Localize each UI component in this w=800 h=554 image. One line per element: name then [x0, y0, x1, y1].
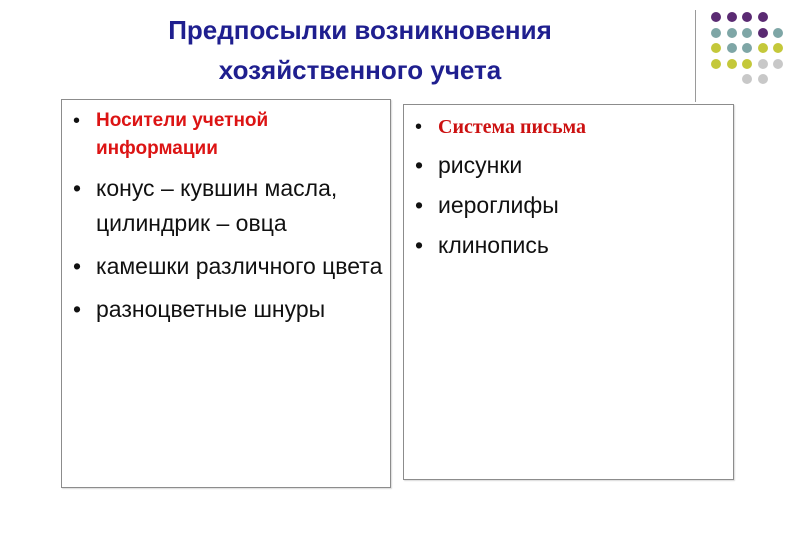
- right-list-item: [404, 189, 733, 222]
- decorative-dot: [742, 28, 752, 38]
- left-bullet-list: [62, 100, 390, 327]
- decorative-dot: [773, 59, 783, 69]
- decorative-dot: [773, 28, 783, 38]
- right-bullet-list: [404, 105, 733, 262]
- right-item-text: рисунки: [438, 152, 523, 178]
- slide-title-line-1: Предпосылки возникновения: [168, 15, 552, 45]
- bullet-icon: •: [73, 253, 82, 279]
- right-content-box: [403, 104, 734, 480]
- right-list-item: [404, 149, 733, 182]
- decorative-dot: [758, 59, 768, 69]
- right-item-text: клинопись: [438, 232, 549, 258]
- decorative-dot: [727, 28, 737, 38]
- left-item-text: камешки различного цвета: [96, 253, 383, 279]
- bullet-icon: •: [415, 192, 424, 218]
- decorative-dot: [711, 28, 721, 38]
- left-list-heading: [62, 107, 390, 163]
- decorative-dot: [742, 12, 752, 22]
- left-content-box: [61, 99, 391, 488]
- decorative-dot: [758, 43, 768, 53]
- bullet-icon: •: [73, 110, 81, 132]
- decorative-dot: [742, 59, 752, 69]
- decorative-dot: [758, 74, 768, 84]
- right-heading-text: Система письма: [438, 116, 587, 138]
- decorative-dot: [727, 12, 737, 22]
- left-list-item: [62, 292, 390, 327]
- left-item-text: конус – кувшин масла, цилиндрик – овца: [96, 175, 338, 236]
- decorative-dot: [727, 43, 737, 53]
- bullet-icon: •: [415, 116, 423, 138]
- left-list-item: [62, 171, 390, 241]
- left-list-item: [62, 249, 390, 284]
- decorative-dot: [742, 74, 752, 84]
- decorative-dot: [758, 28, 768, 38]
- decorative-dot: [773, 43, 783, 53]
- bullet-icon: •: [73, 175, 82, 201]
- bullet-icon: •: [415, 232, 424, 258]
- bullet-icon: •: [415, 152, 424, 178]
- slide-title: [90, 10, 630, 90]
- decorative-dot: [727, 59, 737, 69]
- decorative-divider-line: [695, 10, 696, 102]
- right-item-text: иероглифы: [438, 192, 559, 218]
- decorative-dot: [711, 12, 721, 22]
- decorative-dot: [711, 43, 721, 53]
- decorative-dot: [711, 59, 721, 69]
- right-list-heading: [404, 113, 733, 141]
- bullet-icon: •: [73, 296, 82, 322]
- right-list-item: [404, 229, 733, 262]
- left-heading-text: Носители учетной информации: [96, 110, 269, 159]
- decorative-dot: [758, 12, 768, 22]
- left-item-text: разноцветные шнуры: [96, 296, 326, 322]
- decorative-dot: [742, 43, 752, 53]
- slide-title-line-2: хозяйственного учета: [218, 55, 502, 85]
